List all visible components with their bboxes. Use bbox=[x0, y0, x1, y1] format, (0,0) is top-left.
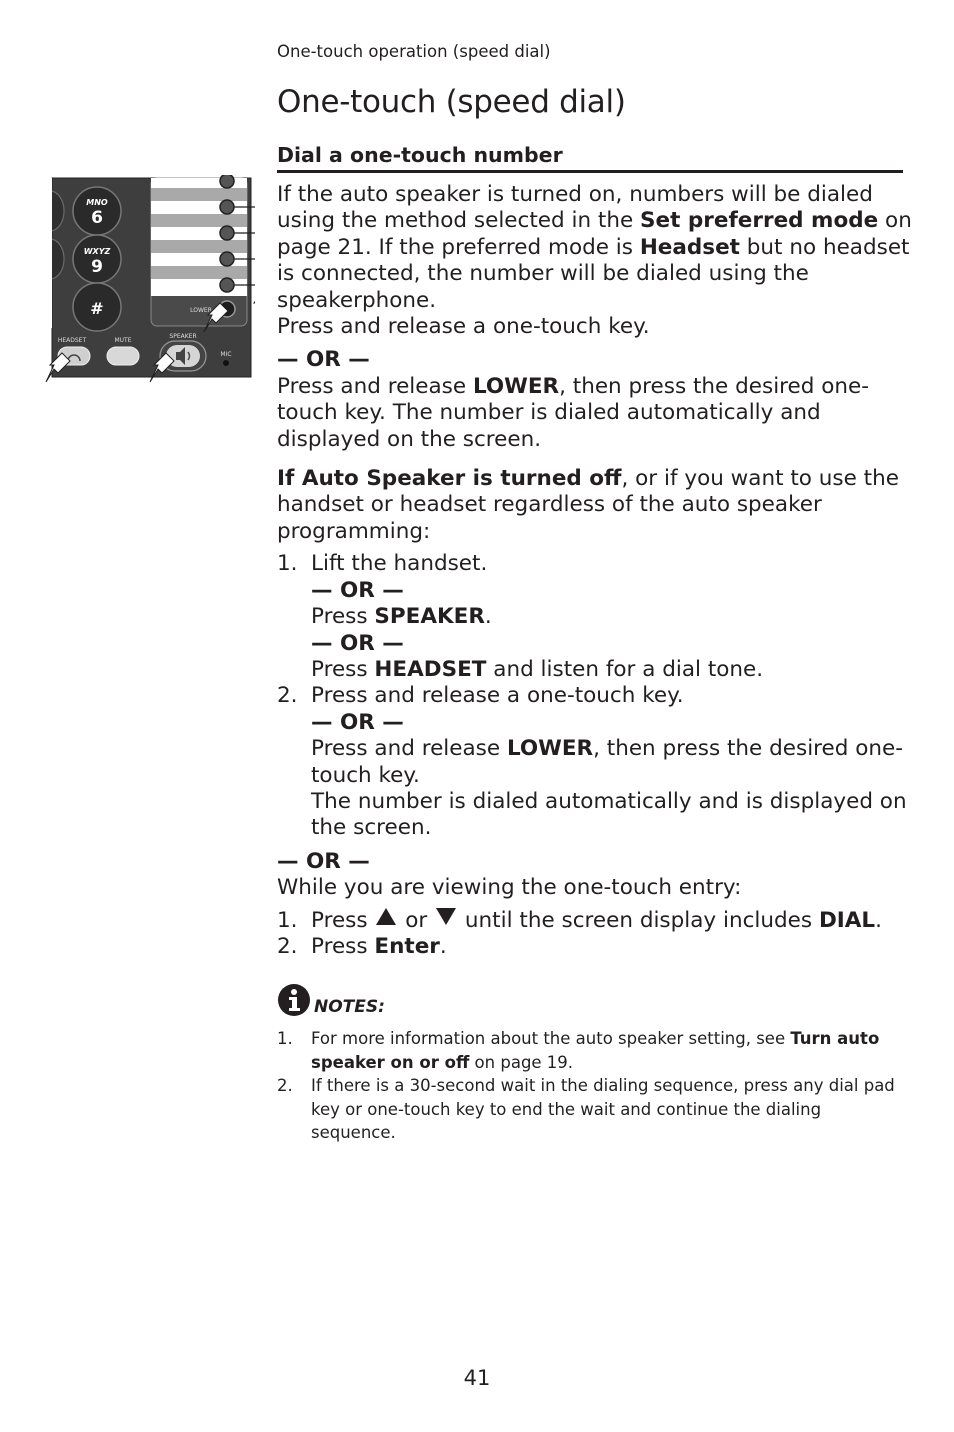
key-9-digit: 9 bbox=[91, 257, 103, 277]
list-item: 1. Press or until the screen display includes DIAL. bbox=[277, 907, 882, 933]
key-6-digit: 6 bbox=[91, 208, 103, 228]
list-item: 2. Press and release a one-touch key. — OR — Press and release LOWER, then press the desired one-touch key. The number is dialed automatically and is displayed on the screen. bbox=[277, 683, 907, 841]
notes-label: NOTES: bbox=[314, 997, 385, 1017]
up-arrow-icon bbox=[376, 908, 396, 925]
section-heading: Dial a one-touch number bbox=[277, 143, 903, 173]
notes-list bbox=[277, 1027, 907, 1145]
key-hash-label: # bbox=[90, 299, 104, 318]
headset-label: HEADSET bbox=[57, 337, 87, 344]
list-item: 2. If there is a 30-second wait in the dialing sequence, press any dial pad key or one-touch key to end the wait and continue the dialing sequence. bbox=[277, 1076, 895, 1142]
info-icon bbox=[277, 983, 311, 1017]
handset-steps-list bbox=[277, 551, 917, 841]
arrow-up-icon bbox=[254, 292, 255, 317]
body-content bbox=[277, 182, 917, 960]
one-touch-key bbox=[220, 278, 234, 292]
phone-keypad-image bbox=[40, 175, 255, 390]
notes-header bbox=[277, 983, 385, 1017]
speaker-label: SPEAKER bbox=[169, 333, 197, 340]
running-header: One-touch operation (speed dial) bbox=[277, 42, 551, 61]
page-number: 41 bbox=[463, 1366, 491, 1390]
one-touch-key bbox=[220, 252, 234, 266]
lower-label: LOWER bbox=[190, 307, 212, 314]
list-item: 1. For more information about the auto speaker setting, see Turn auto speaker on or off on page 19. bbox=[277, 1029, 880, 1072]
mute-label: MUTE bbox=[114, 337, 132, 344]
auto-speaker-off-paragraph: If Auto Speaker is turned off, or if you want to use the handset or headset regardless of the auto speaker programming: bbox=[277, 466, 899, 544]
viewing-steps-list bbox=[277, 908, 917, 961]
viewing-paragraph: While you are viewing the one-touch entry: bbox=[277, 875, 742, 901]
one-touch-key bbox=[220, 200, 234, 214]
mic-label: MIC bbox=[220, 351, 232, 358]
mute-button bbox=[107, 347, 139, 365]
or-separator: — OR — bbox=[277, 848, 370, 874]
phone-illustration bbox=[40, 175, 255, 394]
key-6-letters: MNO bbox=[86, 198, 108, 207]
intro-paragraph: If the auto speaker is turned on, numbers will be dialed using the method selected in the Set preferred mode on page 21. If the preferred mode is Headset but no headset is connected, the number will be dialed using the speakerphone. bbox=[277, 182, 912, 313]
press-release-text: Press and release a one-touch key. bbox=[277, 314, 650, 340]
or-separator: — OR — bbox=[277, 347, 370, 373]
one-touch-key bbox=[220, 226, 234, 240]
list-item: 1. Lift the handset. — OR — Press SPEAKER. — OR — Press HEADSET and listen for a dial tone. bbox=[277, 551, 764, 682]
mic-hole bbox=[223, 360, 229, 366]
page-title: One-touch (speed dial) bbox=[277, 84, 626, 120]
one-touch-key bbox=[220, 175, 234, 188]
key-9-letters: WXYZ bbox=[83, 247, 111, 256]
down-arrow-icon bbox=[436, 908, 456, 925]
list-item: 2. Press Enter. bbox=[277, 933, 447, 959]
lower-paragraph: Press and release LOWER, then press the desired one-touch key. The number is dialed automatically and displayed on the screen. bbox=[277, 373, 870, 452]
